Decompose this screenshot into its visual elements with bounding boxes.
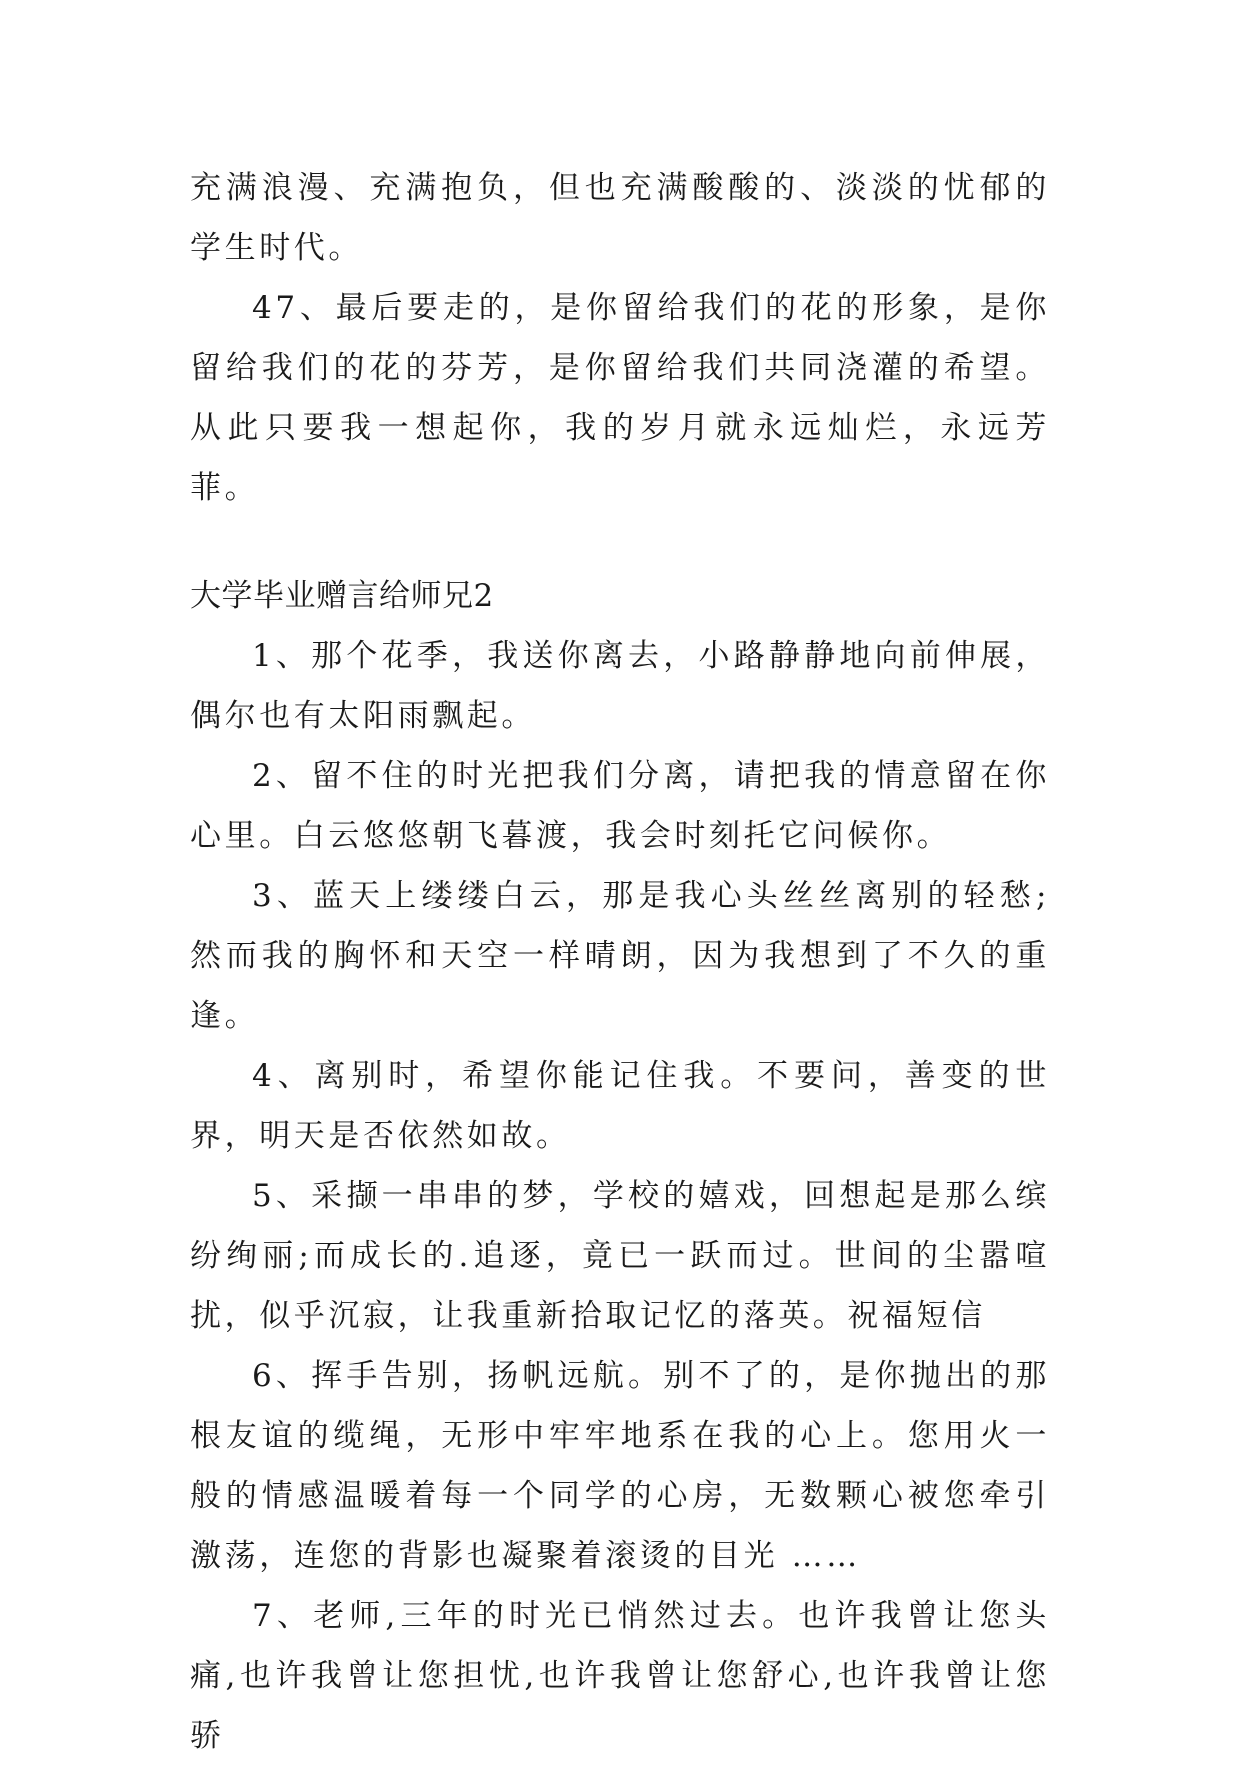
list-item: 1、那个花季，我送你离去，小路静静地向前伸展，偶尔也有太阳雨飘起。 <box>190 638 1050 734</box>
document-page <box>190 158 1050 1766</box>
list-item: 4、离别时，希望你能记住我。不要问，善变的世界，明天是否依然如故。 <box>190 1058 1050 1154</box>
list-item: 6、挥手告别，扬帆远航。别不了的，是你抛出的那根友谊的缆绳，无形中牢牢地系在我的心上。您用火一般的情感温暖着每一个同学的心房，无数颗心被您牵引激荡，连您的背影也凝聚着滚烫的目光 …… <box>190 1358 1050 1574</box>
list-item: 5、采撷一串串的梦，学校的嬉戏，回想起是那么缤纷绚丽;而成长的.追逐，竟已一跃而过。世间的尘嚣喧扰，似乎沉寂，让我重新拾取记忆的落英。祝福短信 <box>190 1178 1050 1334</box>
list-item: 3、蓝天上缕缕白云，那是我心头丝丝离别的轻愁;然而我的胸怀和天空一样晴朗，因为我想到了不久的重逢。 <box>190 878 1050 1034</box>
list-item: 2、留不住的时光把我们分离，请把我的情意留在你心里。白云悠悠朝飞暮渡，我会时刻托它问候你。 <box>190 758 1050 854</box>
paragraph-continuation: 充满浪漫、充满抱负，但也充满酸酸的、淡淡的忧郁的学生时代。 <box>190 170 1050 266</box>
section-title: 大学毕业赠言给师兄2 <box>190 578 494 614</box>
list-item: 7、老师,三年的时光已悄然过去。也许我曾让您头痛,也许我曾让您担忧,也许我曾让您舒心,也许我曾让您骄 <box>190 1598 1050 1754</box>
paragraph-item-47: 47、最后要走的，是你留给我们的花的形象，是你留给我们的花的芬芳，是你留给我们共同浇灌的希望。从此只要我一想起你，我的岁月就永远灿烂，永远芳菲。 <box>190 290 1050 506</box>
